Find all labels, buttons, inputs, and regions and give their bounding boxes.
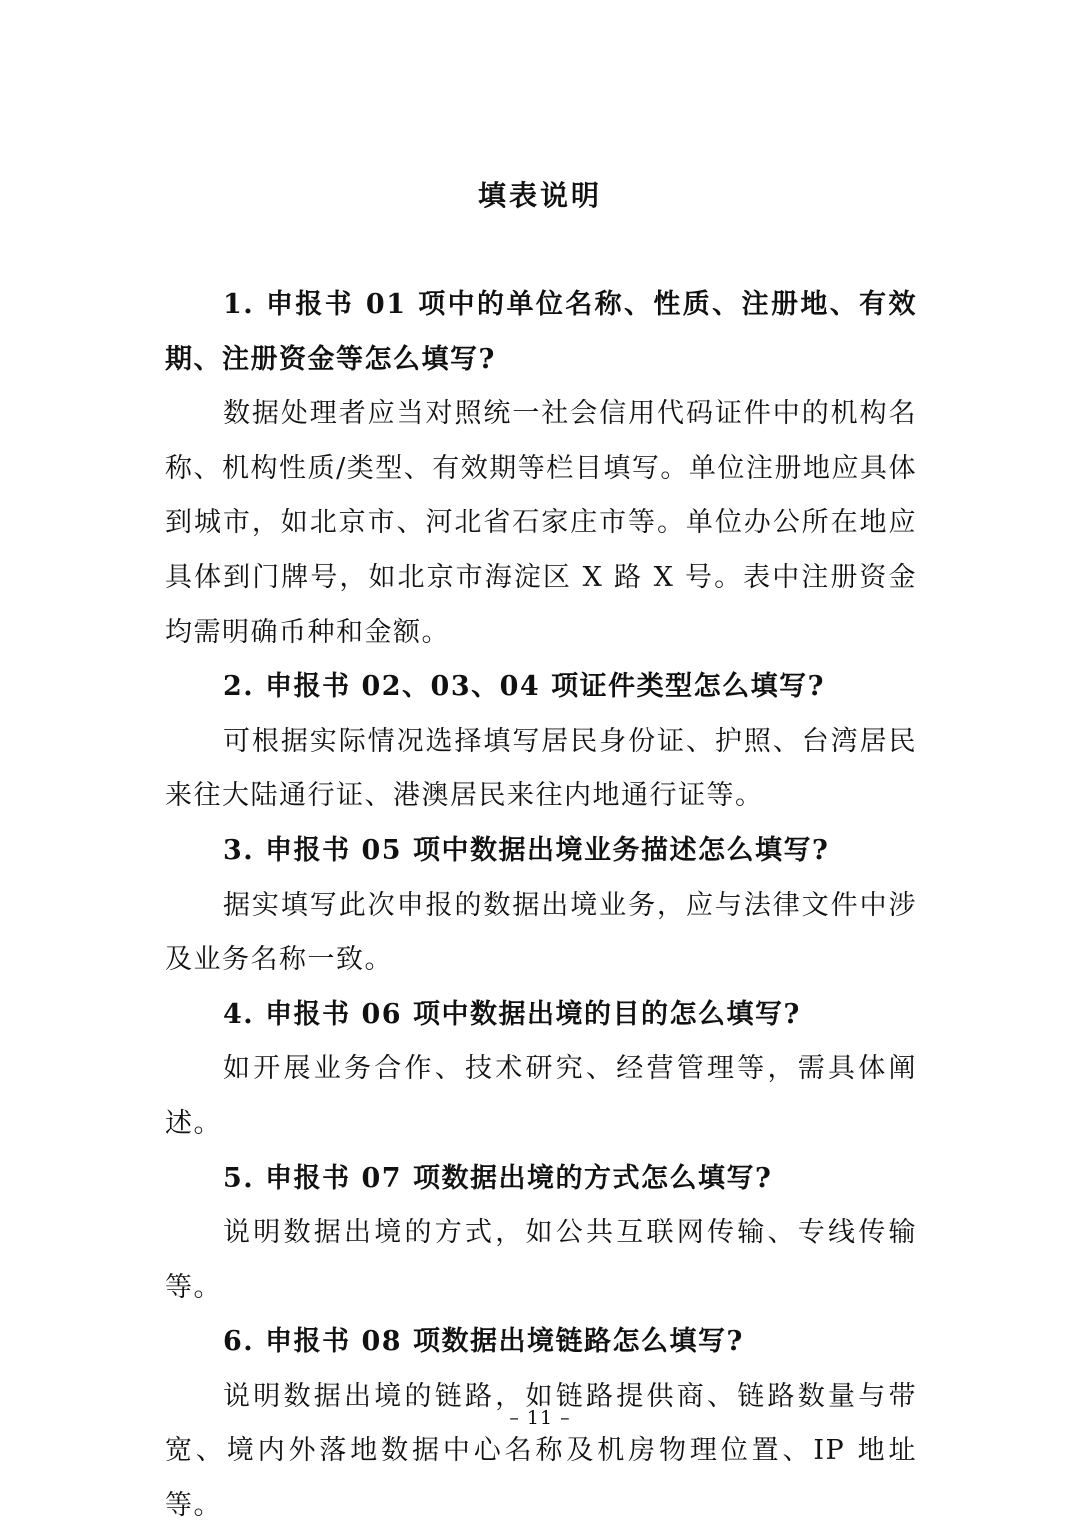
answer-5: 说明数据出境的方式，如公共互联网传输、专线传输等。 <box>165 1217 917 1303</box>
answer-2: 可根据实际情况选择填写居民身份证、护照、台湾居民来往大陆通行证、港澳居民来往内地通行证等。 <box>165 725 917 812</box>
answer-3: 据实填写此次申报的数据出境业务，应与法律文件中涉及业务名称一致。 <box>165 889 917 976</box>
question-5: 5. 申报书 07 项数据出境的方式怎么填写? <box>223 1162 773 1194</box>
question-1: 1. 申报书 01 项中的单位名称、性质、注册地、有效期、注册资金等怎么填写? <box>165 289 917 375</box>
question-2: 2. 申报书 02、03、04 项证件类型怎么填写? <box>223 671 825 703</box>
document-body <box>165 278 917 1534</box>
question-3: 3. 申报书 05 项中数据出境业务描述怎么填写? <box>223 834 830 866</box>
answer-6: 说明数据出境的链路，如链路提供商、链路数量与带宽、境内外落地数据中心名称及机房物理位置、IP 地址等。 <box>165 1380 917 1522</box>
question-6: 6. 申报书 08 项数据出境链路怎么填写? <box>223 1326 744 1358</box>
answer-4: 如开展业务合作、技术研究、经营管理等，需具体阐述。 <box>165 1053 917 1139</box>
answer-1: 数据处理者应当对照统一社会信用代码证件中的机构名称、机构性质/类型、有效期等栏目填写。单位注册地应具体到城市，如北京市、河北省石家庄市等。单位办公所在地应具体到门牌号，如北京市海淀区 X 路 X 号。表中注册资金均需明确币种和金额。 <box>165 398 917 648</box>
question-4: 4. 申报书 06 项中数据出境的目的怎么填写? <box>223 998 801 1030</box>
page-title: 填表说明 <box>477 179 602 212</box>
page-number: – 11 – <box>509 1407 571 1429</box>
